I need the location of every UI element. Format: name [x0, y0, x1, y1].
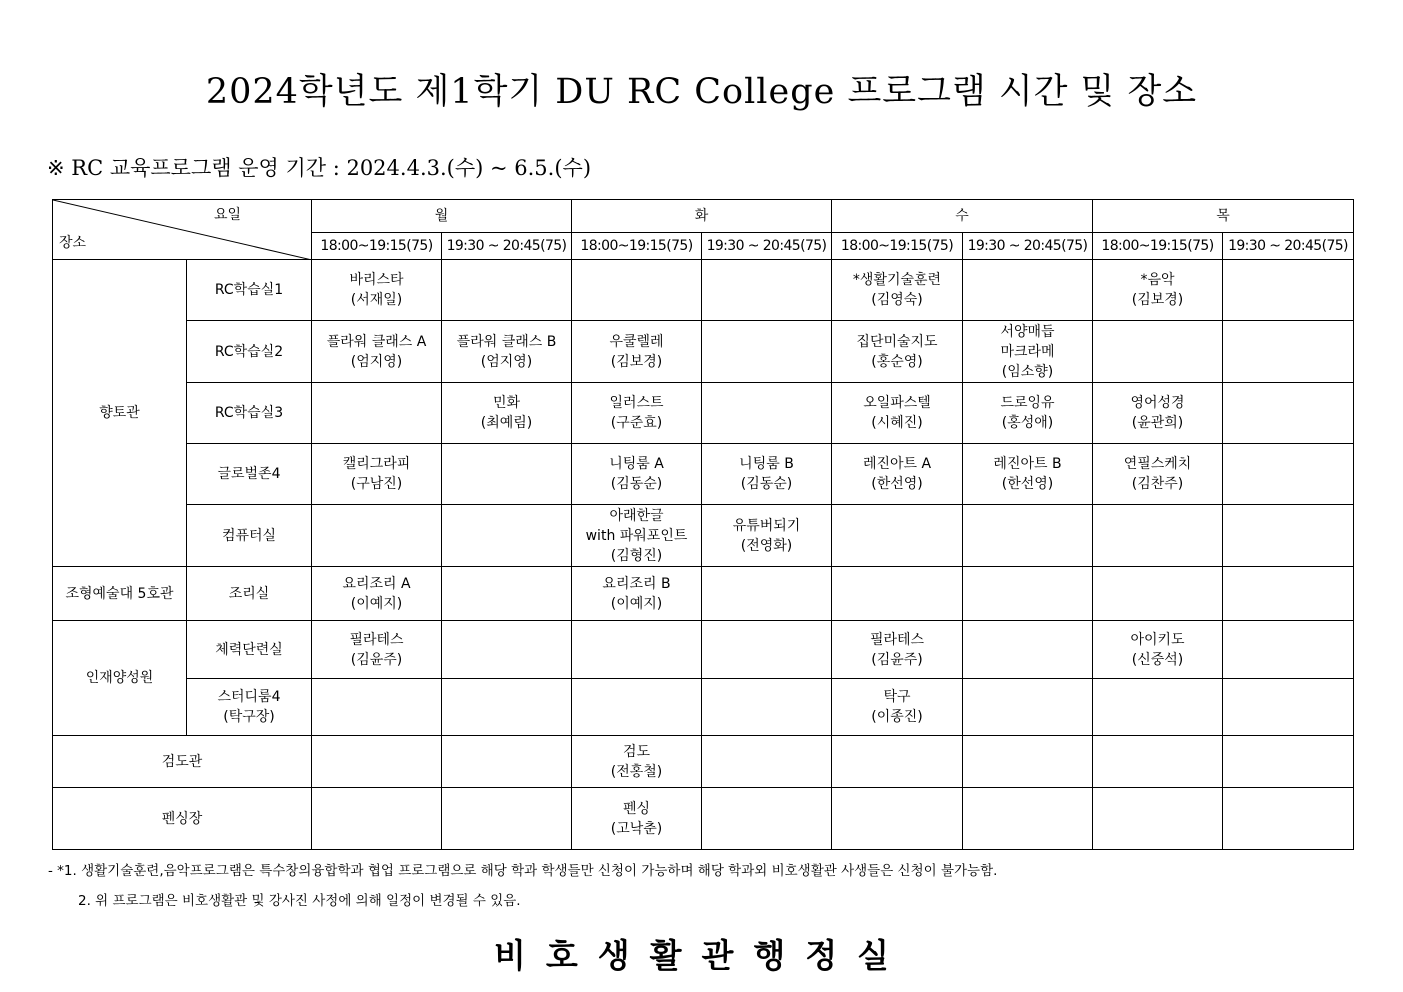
- instructor-name: (김찬주): [1131, 476, 1184, 492]
- program-cell: [963, 444, 1093, 505]
- program-cell: [963, 260, 1093, 321]
- program-name: 아이키도: [1130, 631, 1185, 648]
- instructor-name: (이종진): [871, 709, 923, 725]
- program-cell: [442, 383, 572, 444]
- instructor-name: (김동순): [610, 476, 663, 492]
- instructor-name: (홍순영): [871, 353, 923, 370]
- schedule-row: [53, 567, 1354, 621]
- schedule-row: [53, 621, 1354, 679]
- program-cell: [1093, 788, 1223, 850]
- instructor-name: (이예지): [350, 595, 403, 612]
- instructor-name: (전홍철): [610, 763, 663, 780]
- program-name: 탁구: [883, 689, 911, 705]
- program-cell: [832, 321, 963, 383]
- schedule-row: [53, 321, 1354, 383]
- schedule-row: [53, 788, 1354, 850]
- program-cell: [572, 321, 702, 383]
- program-cell: [312, 621, 442, 679]
- program-cell: [963, 788, 1093, 850]
- corner-diagonal: [53, 200, 312, 260]
- schedule-row: [53, 260, 1354, 321]
- program-cell: [1223, 260, 1354, 321]
- room-cell: [187, 679, 312, 736]
- program-name: 필라테스: [869, 631, 925, 648]
- program-cell: [312, 444, 442, 505]
- instructor-name: (한선영): [1001, 476, 1054, 492]
- header-corner: [53, 200, 312, 260]
- program-cell: [832, 444, 963, 505]
- program-cell: [572, 736, 702, 788]
- program-cell: [832, 260, 963, 321]
- program-cell: [442, 679, 572, 736]
- program-cell: [702, 736, 832, 788]
- program-name: 펜싱: [622, 800, 651, 817]
- program-cell: [1223, 383, 1354, 444]
- instructor-name: (이예지): [610, 595, 663, 612]
- program-cell: [442, 260, 572, 321]
- program-cell: [963, 567, 1093, 621]
- program-name: 영어성경: [1130, 395, 1185, 411]
- program-cell: [832, 736, 963, 788]
- program-name: 캘리그라피: [342, 456, 411, 472]
- program-cell: [702, 260, 832, 321]
- program-name: 레진아트 B: [993, 456, 1062, 472]
- time-slot-1: 18:00~19:15(75): [832, 233, 963, 260]
- program-cell: [1223, 736, 1354, 788]
- schedule-row: [53, 679, 1354, 736]
- program-cell: [442, 621, 572, 679]
- instructor-name: (김영숙): [871, 292, 923, 308]
- instructor-name: (시혜진): [871, 415, 923, 431]
- program-cell: [572, 505, 702, 567]
- room-name: RC학습실3: [214, 405, 284, 421]
- program-cell: [963, 383, 1093, 444]
- program-cell: [572, 679, 702, 736]
- room-name: 컴퓨터실: [221, 527, 277, 544]
- day-header-thu: 목: [1093, 200, 1354, 233]
- instructor-name: (김윤주): [871, 651, 923, 668]
- program-cell: [1093, 679, 1223, 736]
- program-cell: [1093, 736, 1223, 788]
- notes: [48, 856, 997, 916]
- building-johyeong: 조형예술대 5호관: [53, 567, 187, 621]
- program-cell: [702, 321, 832, 383]
- program-period: ※ RC 교육프로그램 운영 기간 : 2024.4.3.(수) ~ 6.5.(수): [47, 156, 592, 180]
- program-cell: [832, 505, 963, 567]
- program-cell: [1223, 505, 1354, 567]
- room-subname: (탁구장): [223, 709, 275, 725]
- program-cell: [702, 383, 832, 444]
- program-cell: [1223, 567, 1354, 621]
- building-geomdo: 검도관: [53, 736, 312, 788]
- corner-place-label: 장소: [59, 235, 87, 251]
- room-name: RC학습실1: [214, 282, 284, 298]
- schedule-row: [53, 383, 1354, 444]
- instructor-name: (김형진): [610, 547, 663, 564]
- schedule-row: [53, 505, 1354, 567]
- program-cell: [832, 383, 963, 444]
- room-name: 조리실: [228, 585, 270, 602]
- program-cell: [312, 505, 442, 567]
- instructor-name: (김윤주): [350, 651, 403, 668]
- program-cell: [312, 679, 442, 736]
- program-name: 레진아트 A: [862, 456, 932, 472]
- program-name: 요리조리 A: [342, 575, 411, 592]
- program-name: 유튜버되기: [732, 517, 801, 534]
- instructor-name: (김보경): [610, 353, 663, 370]
- program-name: *음악: [1140, 272, 1175, 288]
- room-name: RC학습실2: [214, 343, 284, 360]
- program-cell: [1223, 621, 1354, 679]
- program-cell: [963, 505, 1093, 567]
- program-cell: [442, 736, 572, 788]
- instructor-name: (김보경): [1131, 292, 1184, 308]
- program-name-line2: 마크라메: [1000, 343, 1055, 360]
- program-cell: [832, 621, 963, 679]
- program-cell: [312, 736, 442, 788]
- time-slot-1: 18:00~19:15(75): [1093, 233, 1223, 260]
- program-cell: [702, 788, 832, 850]
- program-name: 집단미술지도: [856, 333, 938, 350]
- instructor-name: (최예림): [480, 415, 533, 431]
- schedule-row: [53, 736, 1354, 788]
- program-cell: [572, 383, 702, 444]
- program-name: 아래한글: [609, 507, 664, 524]
- program-cell: [963, 321, 1093, 383]
- program-cell: [963, 736, 1093, 788]
- program-name: 니팅룸 A: [609, 456, 664, 472]
- program-cell: [312, 788, 442, 850]
- program-cell: [1223, 444, 1354, 505]
- time-slot-1: 18:00~19:15(75): [572, 233, 702, 260]
- program-cell: [572, 788, 702, 850]
- program-name: 민화: [492, 395, 521, 411]
- schedule-row: [53, 444, 1354, 505]
- program-cell: [1093, 444, 1223, 505]
- program-name: 바리스타: [349, 272, 404, 288]
- program-cell: [442, 444, 572, 505]
- room-cell: [187, 567, 312, 621]
- program-cell: [1223, 679, 1354, 736]
- instructor-name: (엄지영): [350, 353, 403, 370]
- corner-day-label: 요일: [213, 207, 241, 223]
- program-cell: [1093, 505, 1223, 567]
- program-name: 플라워 클래스 B: [456, 333, 557, 350]
- program-name: *생활기술훈련: [852, 272, 942, 288]
- building-injae: 인재양성원: [53, 621, 187, 736]
- room-cell: [187, 383, 312, 444]
- room-cell: [187, 621, 312, 679]
- instructor-name: (구준효): [610, 415, 663, 431]
- program-cell: [442, 567, 572, 621]
- page-title: 2024학년도 제1학기 DU RC College 프로그램 시간 및 장소: [205, 72, 1198, 112]
- room-name: 스터디룸4: [217, 689, 281, 705]
- program-cell: [572, 444, 702, 505]
- program-cell: [832, 679, 963, 736]
- program-cell: [702, 505, 832, 567]
- program-name: 검도: [622, 743, 651, 760]
- program-name: 필라테스: [349, 631, 404, 648]
- program-cell: [702, 679, 832, 736]
- building-fencing: 펜싱장: [53, 788, 312, 850]
- program-cell: [1223, 321, 1354, 383]
- program-name-line2: with 파워포인트: [585, 527, 688, 544]
- program-name: 서양매듭: [1000, 323, 1055, 340]
- time-slot-2: 19:30 ~ 20:45(75): [442, 233, 572, 260]
- program-cell: [312, 567, 442, 621]
- instructor-name: (구남진): [350, 476, 403, 492]
- instructor-name: (윤관희): [1131, 415, 1184, 431]
- instructor-name: (전영화): [740, 537, 793, 554]
- program-cell: [442, 505, 572, 567]
- program-cell: [572, 260, 702, 321]
- program-cell: [572, 621, 702, 679]
- program-name: 우쿨렐레: [609, 333, 664, 350]
- room-name: 체력단련실: [215, 641, 283, 658]
- note-2: 2. 위 프로그램은 비호생활관 및 강사진 사정에 의해 일정이 변경될 수 있음.: [78, 893, 521, 909]
- program-cell: [312, 383, 442, 444]
- instructor-name: (고낙춘): [610, 820, 663, 837]
- instructor-name: (서재일): [350, 292, 403, 308]
- time-slot-2: 19:30 ~ 20:45(75): [702, 233, 832, 260]
- instructor-name: (임소향): [1001, 363, 1054, 380]
- program-name: 일러스트: [609, 395, 664, 411]
- program-cell: [1093, 621, 1223, 679]
- program-name: 플라워 클래스 A: [326, 333, 427, 350]
- day-header-wed: 수: [832, 200, 1093, 233]
- program-cell: [963, 679, 1093, 736]
- time-slot-2: 19:30 ~ 20:45(75): [963, 233, 1093, 260]
- instructor-name: (홍성애): [1001, 415, 1054, 431]
- program-cell: [1093, 260, 1223, 321]
- room-cell: [187, 260, 312, 321]
- day-header-tue: 화: [572, 200, 832, 233]
- program-cell: [442, 788, 572, 850]
- program-cell: [832, 788, 963, 850]
- program-cell: [1093, 567, 1223, 621]
- building-hyangto: 향토관: [53, 260, 187, 567]
- program-cell: [442, 321, 572, 383]
- program-cell: [1093, 383, 1223, 444]
- program-cell: [1093, 321, 1223, 383]
- room-cell: [187, 505, 312, 567]
- program-cell: [832, 567, 963, 621]
- program-cell: [312, 260, 442, 321]
- program-cell: [702, 567, 832, 621]
- instructor-name: (한선영): [871, 476, 923, 492]
- time-slot-1: 18:00~19:15(75): [312, 233, 442, 260]
- room-cell: [187, 321, 312, 383]
- program-name: 니팅룸 B: [739, 456, 794, 472]
- program-name: 요리조리 B: [602, 575, 671, 592]
- program-cell: [1223, 788, 1354, 850]
- instructor-name: (김동순): [740, 476, 793, 492]
- instructor-name: (신중석): [1131, 651, 1184, 668]
- program-cell: [702, 621, 832, 679]
- schedule-table: [52, 199, 1354, 850]
- time-slot-2: 19:30 ~ 20:45(75): [1223, 233, 1354, 260]
- program-cell: [702, 444, 832, 505]
- day-header-mon: 월: [312, 200, 572, 233]
- program-cell: [963, 621, 1093, 679]
- room-name: 글로벌존4: [217, 466, 281, 482]
- program-name: 드로잉유: [1000, 395, 1055, 411]
- note-1: - *1. 생활기술훈련,음악프로그램은 특수창의융합학과 협업 프로그램으로 해당 학과 학생들만 신청이 가능하며 해당 학과외 비호생활관 사생들은 신청이 불가능함.: [48, 863, 998, 879]
- program-name: 오일파스텔: [863, 395, 931, 411]
- program-cell: [312, 321, 442, 383]
- program-name: 연필스케치: [1123, 456, 1192, 472]
- room-cell: [187, 444, 312, 505]
- office-name: 비호생활관행정실: [493, 936, 910, 975]
- instructor-name: (엄지영): [480, 353, 533, 370]
- program-cell: [572, 567, 702, 621]
